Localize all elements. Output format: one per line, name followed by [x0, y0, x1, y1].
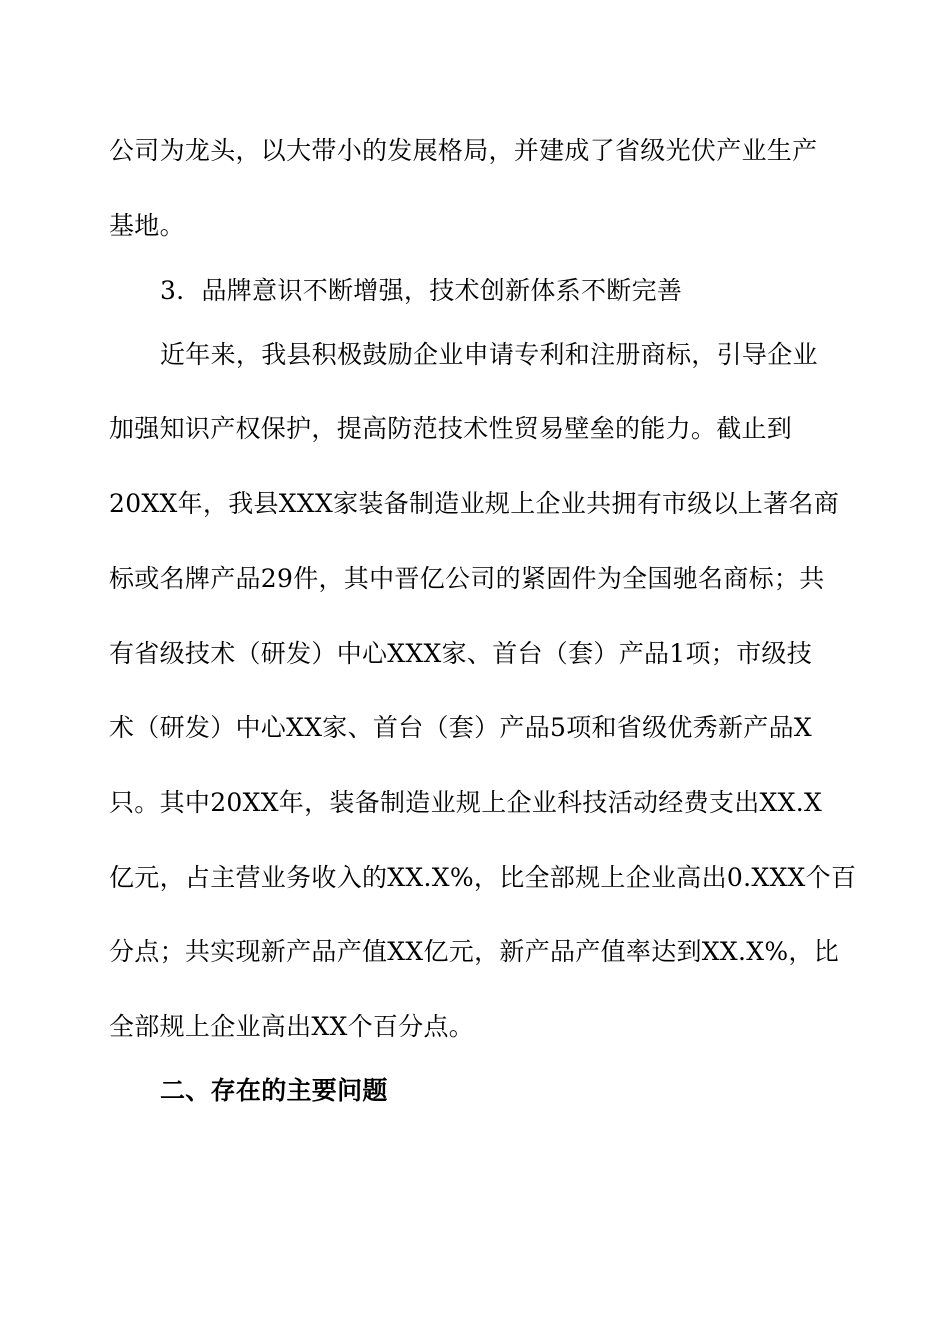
paragraph-brand-line-6: 术（研发）中心XX家、首台（套）产品5项和省级优秀新产品X	[109, 713, 813, 742]
paragraph-brand-line-10: 全部规上企业高出XX个百分点。	[109, 1012, 475, 1041]
paragraph-brand-line-4: 标或名牌产品29件，其中晋亿公司的紧固件为全国驰名商标；共	[109, 564, 825, 593]
paragraph-brand-line-5: 有省级技术（研发）中心XXX家、首台（套）产品1项；市级技	[109, 639, 813, 668]
section-heading-main-problems: 二、存在的主要问题	[160, 1076, 388, 1105]
paragraph-brand-line-1: 近年来，我县积极鼓励企业申请专利和注册商标，引导企业	[160, 340, 818, 369]
subheading-brand-innovation: 3．品牌意识不断增强，技术创新体系不断完善	[160, 276, 683, 305]
paragraph-continuation-line-1: 公司为龙头，以大带小的发展格局，并建成了省级光伏产业生产	[109, 136, 818, 165]
paragraph-brand-line-7: 只。其中20XX年，装备制造业规上企业科技活动经费支出XX.X	[109, 788, 823, 817]
paragraph-brand-line-8: 亿元，占主营业务收入的XX.X%，比全部规上企业高出0.XXX个百	[109, 863, 857, 892]
paragraph-continuation-line-2: 基地。	[109, 211, 185, 240]
paragraph-brand-line-3: 20XX年，我县XXX家装备制造业规上企业共拥有市级以上著名商	[109, 489, 840, 518]
paragraph-brand-line-9: 分点；共实现新产品产值XX亿元，新产品产值率达到XX.X%，比	[109, 937, 839, 966]
paragraph-brand-line-2: 加强知识产权保护，提高防范技术性贸易壁垒的能力。截止到	[109, 414, 793, 443]
